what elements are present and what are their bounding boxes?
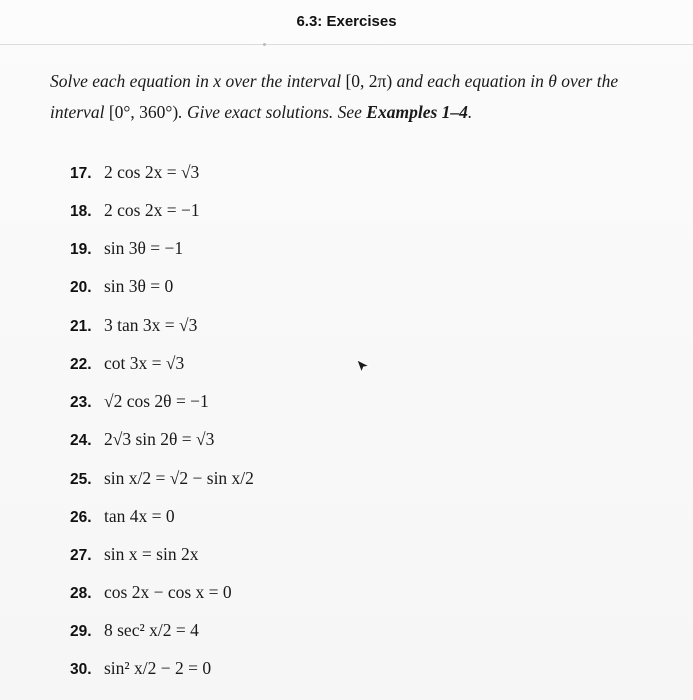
exercise-number: 28. — [70, 585, 92, 602]
exercise-number: 22. — [70, 356, 92, 373]
page-title: 6.3: Exercises — [296, 13, 397, 30]
exercise-item — [70, 159, 199, 185]
exercise-number: 17. — [70, 165, 92, 182]
exercise-item — [70, 197, 200, 223]
exercise-number: 24. — [70, 432, 92, 449]
exercise-equation: sin 3θ = −1 — [104, 238, 184, 258]
instructions-text: and each equation in — [392, 71, 549, 91]
variable-x: x — [213, 71, 222, 91]
exercise-item — [70, 235, 183, 261]
exercise-equation: cot 3x = √3 — [104, 353, 185, 373]
exercise-equation: sin 3θ = 0 — [104, 276, 174, 296]
exercise-item — [70, 426, 214, 452]
mouse-pointer-icon — [356, 359, 370, 373]
exercise-number: 26. — [70, 509, 92, 526]
exercise-number: 30. — [70, 661, 92, 678]
instructions-text: over the interval — [50, 71, 619, 122]
instructions-text: Solve each equation in — [50, 71, 214, 91]
page-header — [0, 0, 693, 45]
exercise-item — [70, 541, 198, 567]
exercise-item — [70, 503, 175, 529]
exercise-number: 21. — [70, 318, 92, 335]
exercise-item — [70, 350, 184, 376]
variable-theta: θ — [548, 71, 557, 91]
exercise-equation: cos 2x − cos x = 0 — [104, 582, 232, 602]
exercise-item — [70, 655, 211, 681]
exercise-equation: tan 4x = 0 — [104, 506, 175, 526]
exercise-equation: sin² x/2 − 2 = 0 — [104, 658, 212, 678]
exercise-item — [70, 465, 254, 491]
exercise-equation: sin x = sin 2x — [104, 544, 199, 564]
exercise-number: 19. — [70, 241, 92, 258]
exercise-item — [70, 617, 199, 643]
interval-radians: [0, 2π) — [345, 71, 393, 91]
exercise-equation: sin x/2 = √2 − sin x/2 — [104, 468, 254, 488]
exercise-number: 18. — [70, 203, 92, 220]
interval-degrees: [0°, 360°) — [108, 102, 179, 122]
exercise-number: 25. — [70, 471, 92, 488]
exercise-equation: 2√3 sin 2θ = √3 — [104, 429, 215, 449]
instructions-text: over the interval — [221, 71, 346, 91]
exercise-equation: 2 cos 2x = √3 — [104, 162, 200, 182]
instructions-paragraph — [50, 66, 650, 128]
exercise-number: 23. — [70, 394, 92, 411]
exercise-equation: 2 cos 2x = −1 — [104, 200, 200, 220]
exercise-number: 29. — [70, 623, 92, 640]
exercise-item — [70, 579, 232, 605]
decorative-dot — [263, 43, 266, 46]
exercise-equation: √2 cos 2θ = −1 — [104, 391, 209, 411]
exercise-equation: 8 sec² x/2 = 4 — [104, 620, 199, 640]
exercise-item — [70, 312, 197, 338]
instructions-text: . — [467, 102, 473, 122]
exercise-number: 27. — [70, 547, 92, 564]
exercise-number: 20. — [70, 279, 92, 296]
exercise-item — [70, 273, 173, 299]
instructions-text: . Give exact solutions. See — [178, 102, 367, 122]
exercise-equation: 3 tan 3x = √3 — [104, 315, 198, 335]
examples-reference: Examples 1–4 — [366, 102, 468, 122]
exercise-item — [70, 388, 209, 414]
